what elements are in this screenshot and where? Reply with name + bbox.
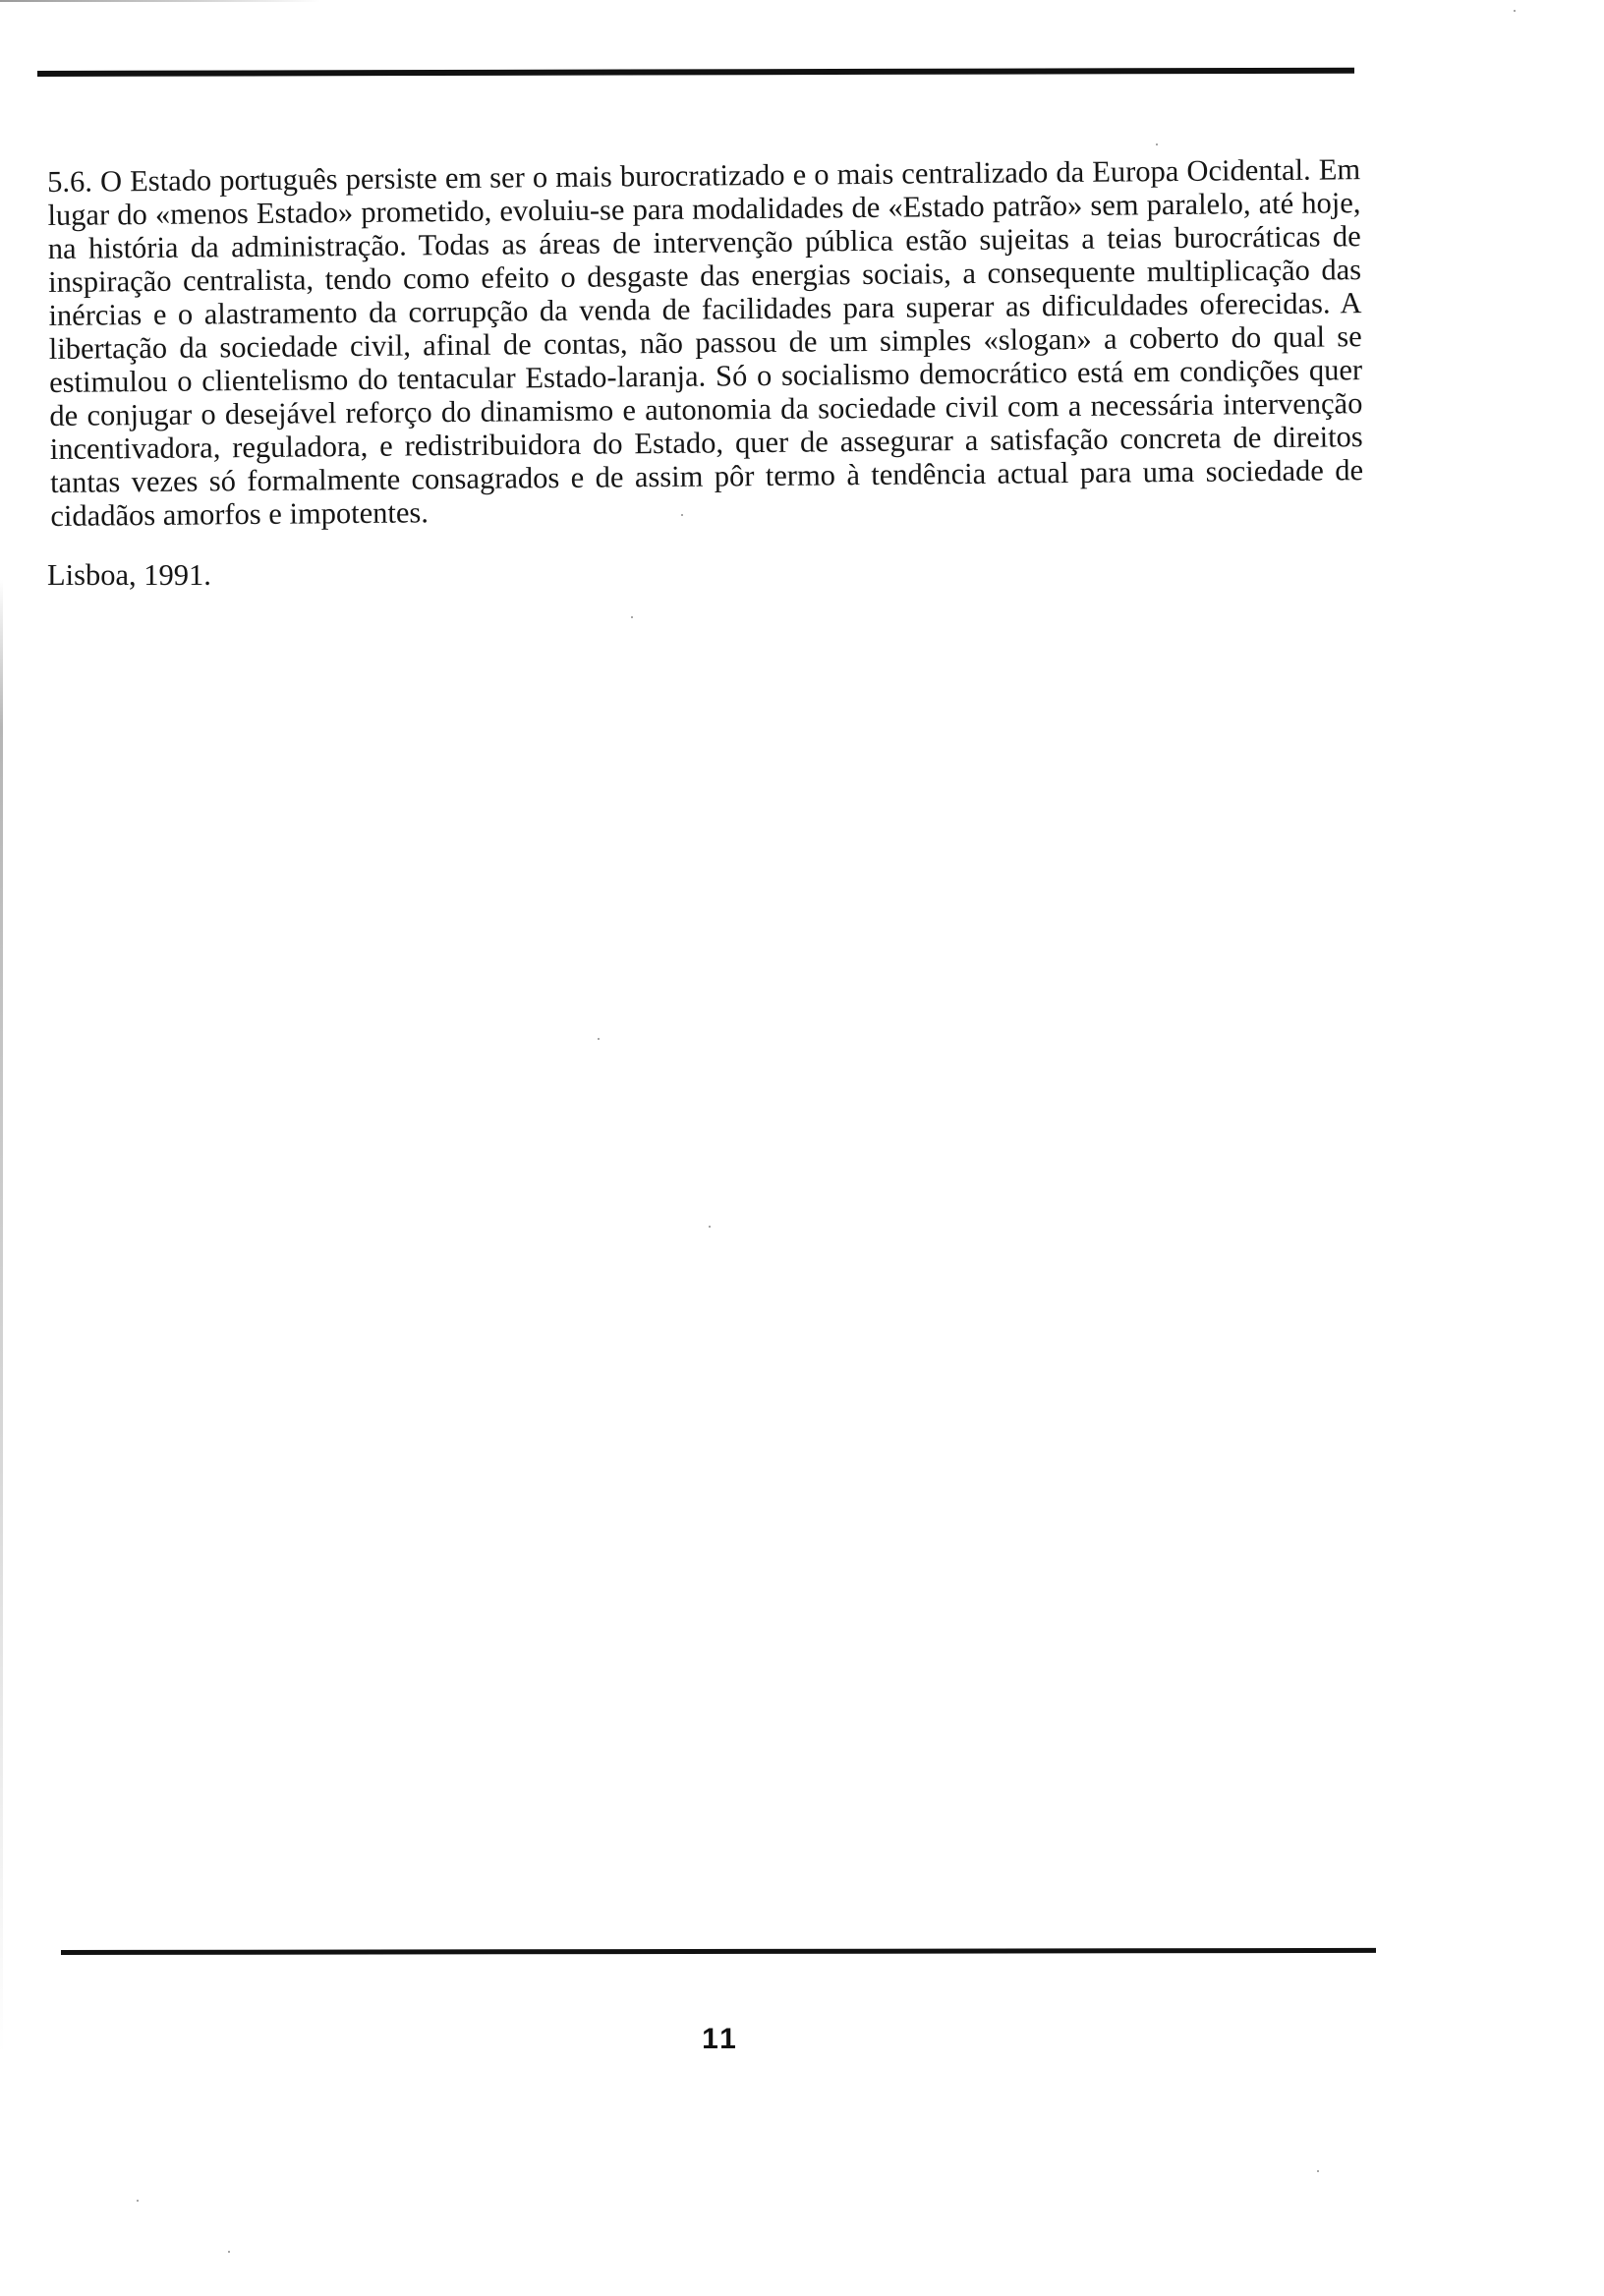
scan-speck — [228, 2251, 230, 2253]
footer-rule — [61, 1948, 1376, 1955]
page-number: 11 — [702, 2023, 739, 2055]
scan-speck — [631, 616, 633, 618]
scan-edge-top — [0, 0, 1604, 2]
scan-speck — [137, 2200, 139, 2202]
scan-speck — [598, 1038, 600, 1040]
scan-edge-left — [0, 580, 3, 2054]
scan-speck — [709, 1226, 711, 1228]
scan-speck — [1317, 2170, 1319, 2172]
scan-speck — [681, 514, 683, 516]
header-rule — [37, 68, 1354, 77]
scan-speck — [1156, 144, 1158, 145]
body-paragraph: 5.6. O Estado português persiste em ser o mais burocratizado e o mais centralizado da Europa Ocidental. Em lugar do «menos Estado» prometido, evoluiu-se para modalidades de «Estado patrão» sem paralelo, até hoje, na história da administração. Todas as áreas de intervenção pública estão sujeitas a teias burocráticas de inspiração centralista, tendo como efeito o desgaste das energias sociais, a consequente multiplicação das inércias e o alastramento da corrupção da venda de facilidades para superar as dificuldades oferecidas. A libertação da sociedade civil, afinal de contas, não passou de um simples «slogan» a coberto do qual se estimulou o clientelismo do tentacular Estado-laranja. Só o socialismo democrático está em condições quer de conjugar o desejável reforço do dinamismo e autonomia da sociedade civil com a necessária intervenção incentivadora, reguladora, e redistribuidora do Estado, quer de assegurar a satisfação concreta de direitos tantas vezes só formalmente consagrados e de assim pôr termo à tendência actual para uma sociedade de cidadãos amorfos e impotentes. — [47, 152, 1364, 533]
scan-speck — [1514, 10, 1516, 12]
place-date-signoff: Lisboa, 1991. — [47, 558, 211, 592]
